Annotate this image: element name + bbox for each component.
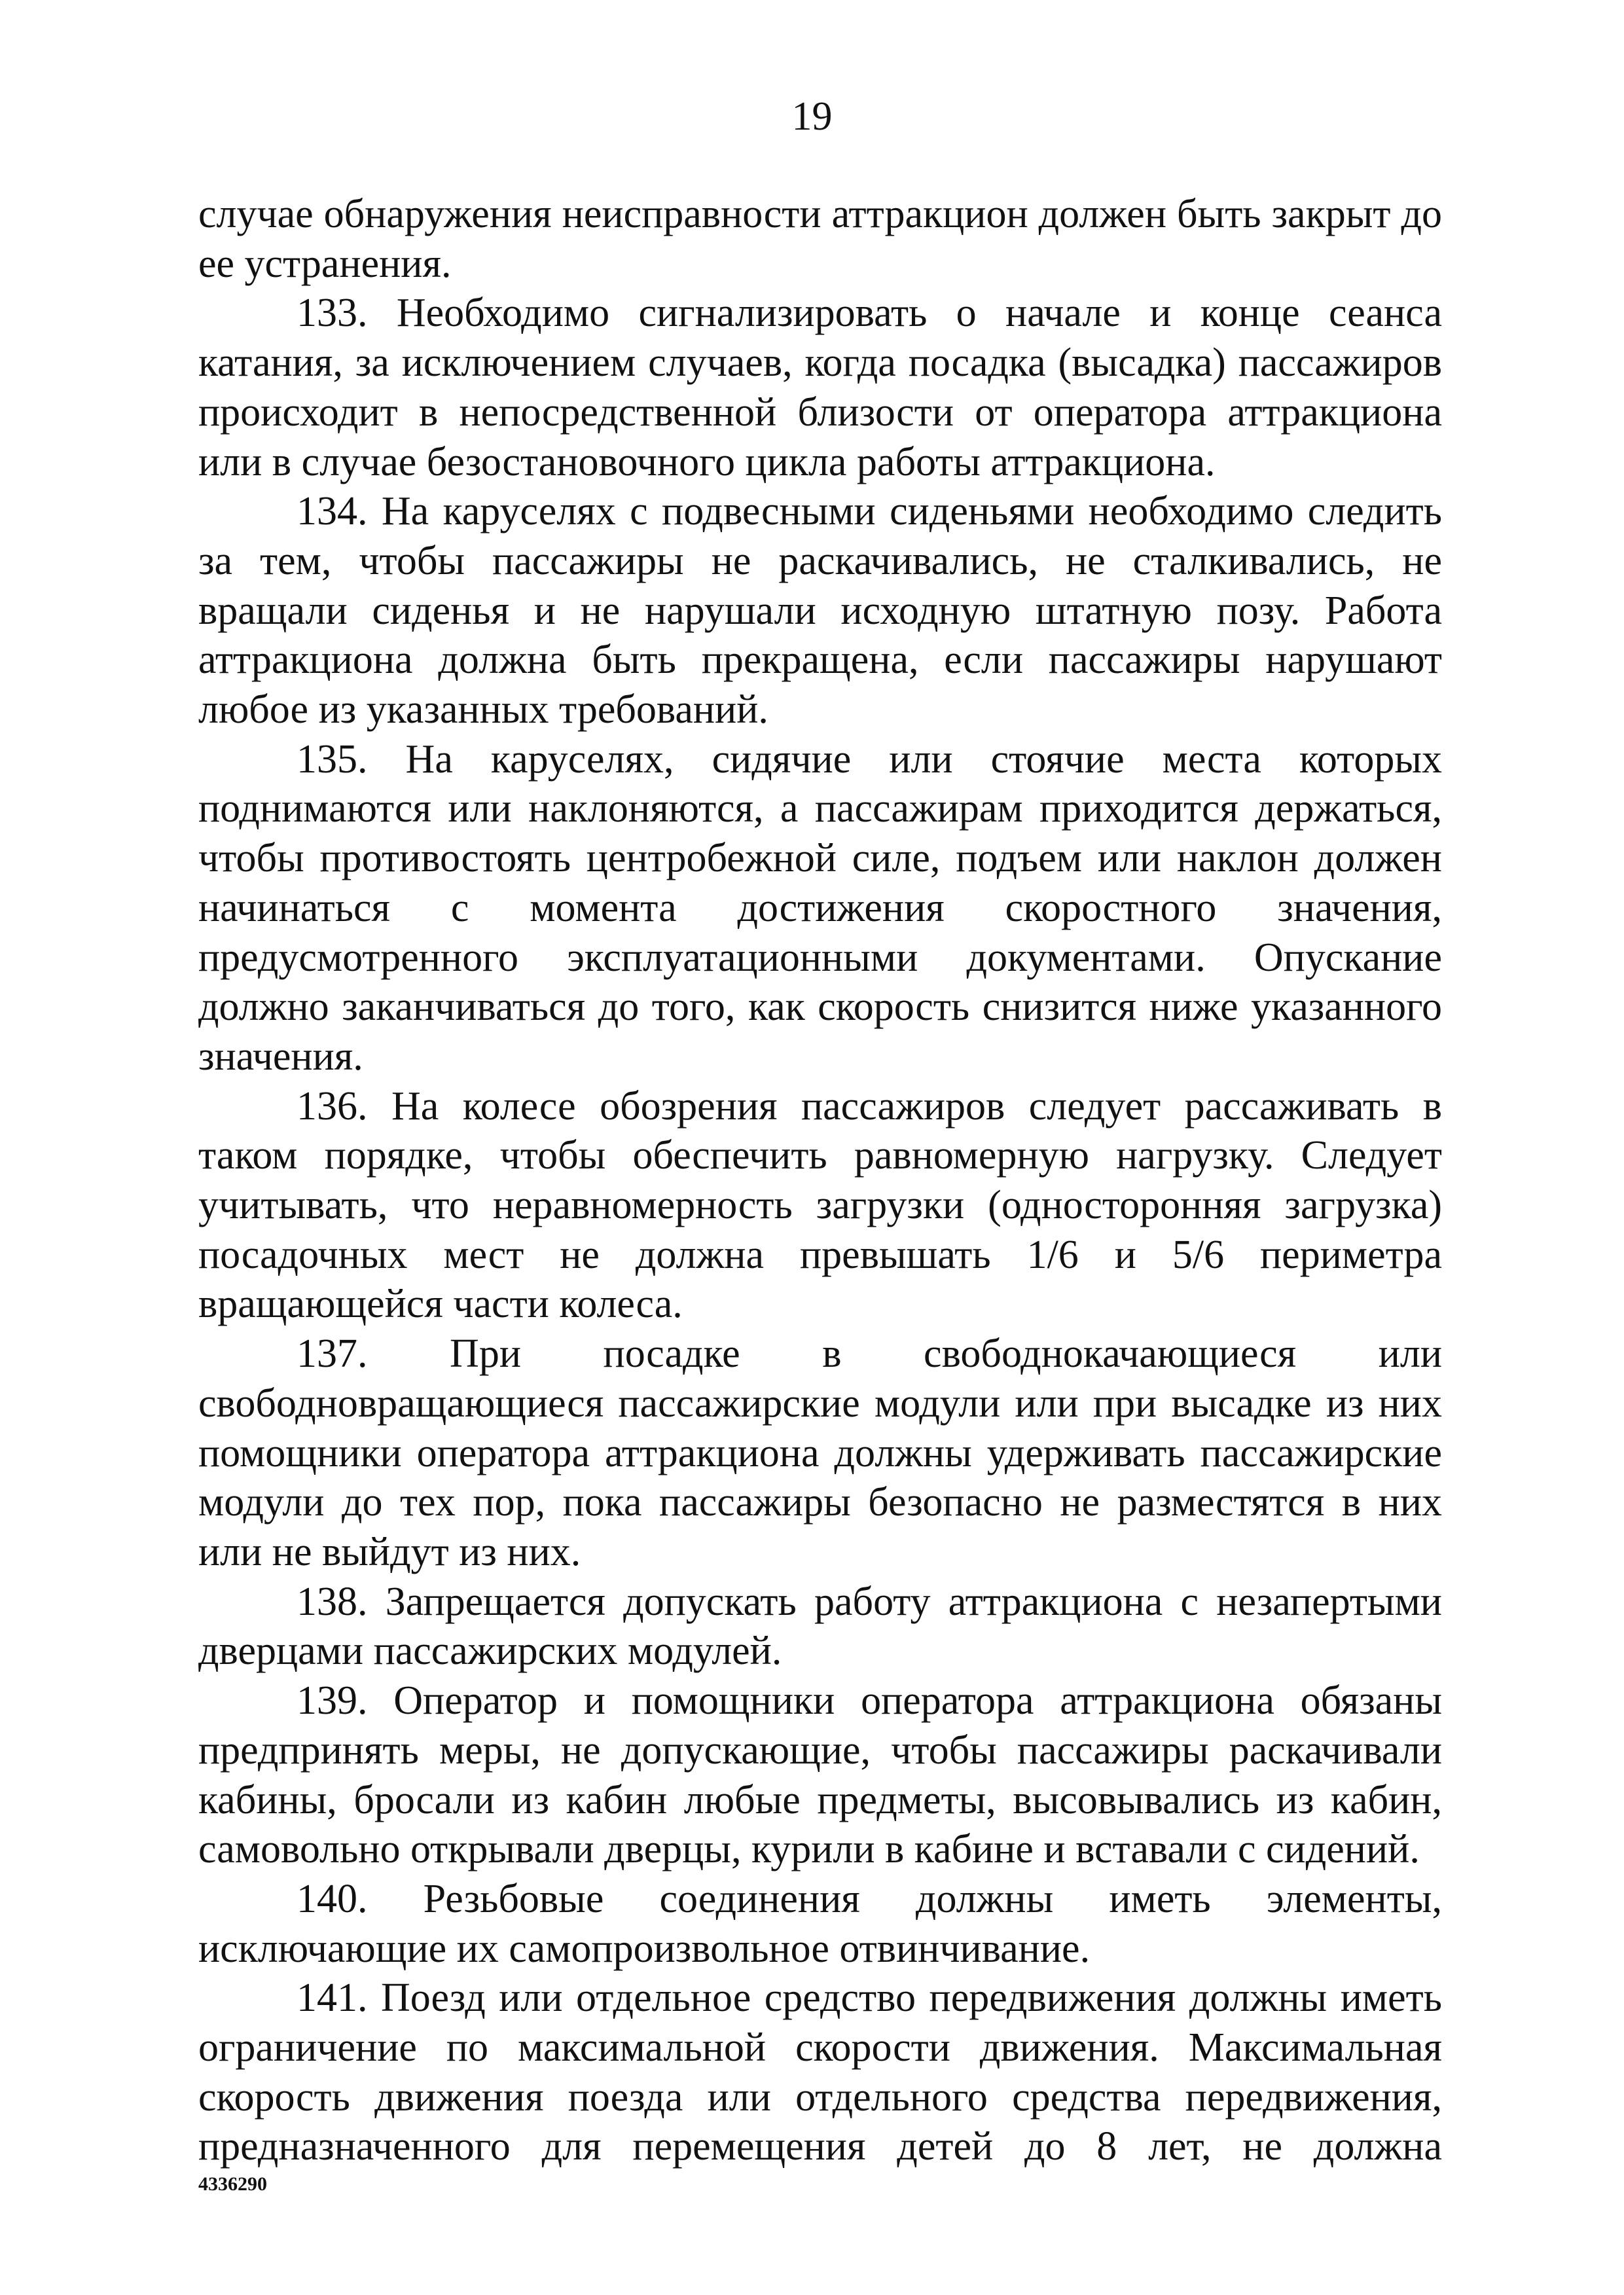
paragraph-item-140: 140. Резьбовые соединения должны иметь элементы, исключающие их самопроизвольное отвинчивание. [198,1876,1442,1971]
document-body [198,190,1442,2172]
paragraph-item-134: 134. На каруселях с подвесными сиденьями необходимо следить за тем, чтобы пассажиры не раскачивались, не сталкивались, не вращали сиденья и не нарушали исходную штатную позу. Работа аттракциона должна быть прекращена, если пассажиры нарушают любое из указанных требований. [198,489,1442,732]
paragraph-item-136: 136. На колесе обозрения пассажиров следует рассаживать в таком порядке, чтобы обеспечить равномерную нагрузку. Следует учитывать, что неравномерность загрузки (односторонняя загрузка) посадочных мест не должна превышать 1/6 и 5/6 периметра вращающейся части колеса. [198,1083,1442,1327]
paragraph-continuation: случае обнаружения неисправности аттракцион должен быть закрыт до ее устранения. [198,192,1442,286]
paragraph-item-141: 141. Поезд или отдельное средство передвижения должны иметь ограничение по максимальной скорости движения. Максимальная скорость движения поезда или отдельного средства передвижения, предназначенного для перемещения детей до 8 лет, не должна [198,1976,1442,2169]
document-code: 4336290 [198,2173,267,2195]
paragraph-item-138: 138. Запрещается допускать работу аттракциона с незапертыми дверцами пассажирских модулей. [198,1579,1442,1674]
paragraph-item-137: 137. При посадке в свободнокачающиеся или свободновращающиеся пассажирские модули или при высадке из них помощники оператора аттракциона должны удерживать пассажирские модули до тех пор, пока пассажиры безопасно не разместятся в них или не выйдут из них. [198,1331,1442,1574]
paragraph-item-135: 135. На каруселях, сидячие или стоячие места которых поднимаются или наклоняются, а пассажирам приходится держаться, чтобы противостоять центробежной силе, подъем или наклон должен начинаться с момента достижения скоростного значения, предусмотренного эксплуатационными документами. Опускание должно заканчиваться до того, как скорость снизится ниже указанного значения. [198,736,1442,1079]
paragraph-item-139: 139. Оператор и помощники оператора аттракциона обязаны предпринять меры, не допускающие, чтобы пассажиры раскачивали кабины, бросали из кабин любые предметы, высовывались из кабин, самовольно открывали дверцы, курили в кабине и вставали с сидений. [198,1678,1442,1872]
page-number: 19 [791,94,833,139]
paragraph-item-133: 133. Необходимо сигнализировать о начале и конце сеанса катания, за исключением случаев, когда посадка (высадка) пассажиров происходит в непосредственной близости от оператора аттракциона или в случае безостановочного цикла работы аттракциона. [198,291,1442,484]
